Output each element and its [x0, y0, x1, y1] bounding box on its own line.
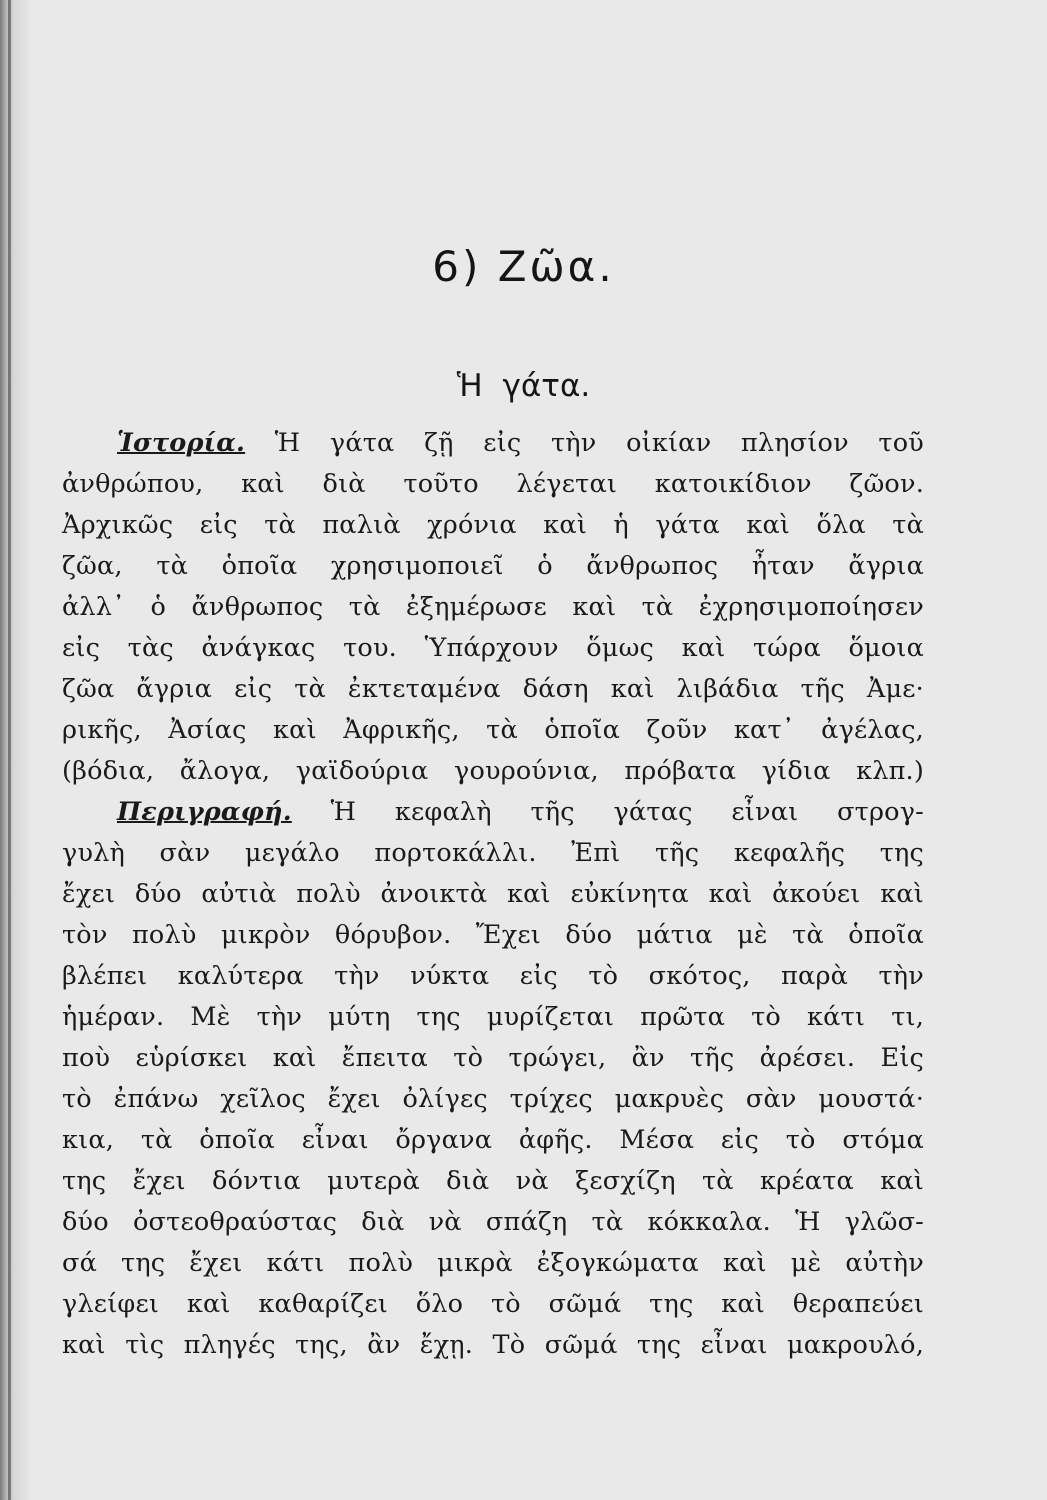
- book-spine-shadow: [0, 0, 30, 1500]
- text-line: εἰς τὰς ἀνάγκας του. Ὑπάρχουν ὅμως καὶ τώρα ὅμοια: [62, 633, 924, 663]
- text-line: βλέπει καλύτερα τὴν νύκτα εἰς τὸ σκότος, παρὰ τὴν: [62, 961, 924, 991]
- text-line: ἔχει δύο αὐτιὰ πολὺ ἀνοικτὰ καὶ εὐκίνητα καὶ ἀκούει καὶ: [62, 879, 924, 909]
- text-line: ἡμέραν. Μὲ τὴν μύτη της μυρίζεται πρῶτα τὸ κάτι τι,: [62, 1002, 924, 1032]
- text-line: Περιγραφή. Ἡ κεφαλὴ τῆς γάτας εἶναι στρογ-: [117, 797, 924, 827]
- text-line: σά της ἔχει κάτι πολὺ μικρὰ ἐξογκώματα καὶ μὲ αὐτὴν: [62, 1248, 924, 1278]
- text-line: ἀλλ᾽ ὁ ἄνθρωπος τὰ ἐξημέρωσε καὶ τὰ ἐχρησιμοποίησεν: [62, 592, 924, 622]
- text-line: (βόδια, ἄλογα, γαϊδούρια γουρούνια, πρόβατα γίδια κλπ.): [62, 756, 924, 786]
- paragraph-lead-description: Περιγραφή.: [117, 797, 292, 827]
- text-line: δύο ὀστεοθραύστας διὰ νὰ σπάζη τὰ κόκκαλα. Ἡ γλῶσ-: [62, 1207, 924, 1237]
- text-line: ζῶα, τὰ ὁποῖα χρησιμοποιεῖ ὁ ἄνθρωπος ἦταν ἄγρια: [62, 551, 924, 581]
- text-line: ποὺ εὑρίσκει καὶ ἔπειτα τὸ τρώγει, ἂν τῆς ἀρέσει. Εἰς: [62, 1043, 924, 1073]
- text-line: καὶ τὶς πληγές της, ἂν ἔχῃ. Τὸ σῶμά της εἶναι μακρουλό,: [62, 1330, 924, 1360]
- text-line: Ἱστορία. Ἡ γάτα ζῇ εἰς τὴν οἰκίαν πλησίον τοῦ: [117, 428, 924, 458]
- paragraph-lead-history: Ἱστορία.: [117, 428, 246, 458]
- text-line: ρικῆς, Ἀσίας καὶ Ἀφρικῆς, τὰ ὁποῖα ζοῦν κατ᾽ ἀγέλας,: [62, 715, 924, 745]
- text-line: Ἀρχικῶς εἰς τὰ παλιὰ χρόνια καὶ ἡ γάτα καὶ ὅλα τὰ: [62, 510, 924, 540]
- subheading: Ἡ γάτα.: [456, 368, 591, 404]
- text-line: τὸ ἐπάνω χεῖλος ἔχει ὀλίγες τρίχες μακρυὲς σὰν μουστά·: [62, 1084, 924, 1114]
- body-text: [62, 423, 924, 1366]
- text-line: γυλὴ σὰν μεγάλο πορτοκάλλι. Ἐπὶ τῆς κεφαλῆς της: [62, 838, 924, 868]
- text-line: γλείφει καὶ καθαρίζει ὅλο τὸ σῶμά της καὶ θεραπεύει: [62, 1289, 924, 1319]
- text-line: κια, τὰ ὁποῖα εἶναι ὄργανα ἀφῆς. Μέσα εἰς τὸ στόμα: [62, 1125, 924, 1155]
- text-line: τὸν πολὺ μικρὸν θόρυβον. Ἔχει δύο μάτια μὲ τὰ ὁποῖα: [62, 920, 924, 950]
- section-heading: 6) Ζῶα.: [432, 242, 615, 291]
- text-line: της ἔχει δόντια μυτερὰ διὰ νὰ ξεσχίζη τὰ κρέατα καὶ: [62, 1166, 924, 1196]
- text-line: ζῶα ἄγρια εἰς τὰ ἐκτεταμένα δάση καὶ λιβάδια τῆς Ἀμε·: [62, 674, 924, 704]
- text-line: ἀνθρώπου, καὶ διὰ τοῦτο λέγεται κατοικίδιον ζῶον.: [62, 469, 924, 499]
- spine-edge-line: [8, 0, 11, 1500]
